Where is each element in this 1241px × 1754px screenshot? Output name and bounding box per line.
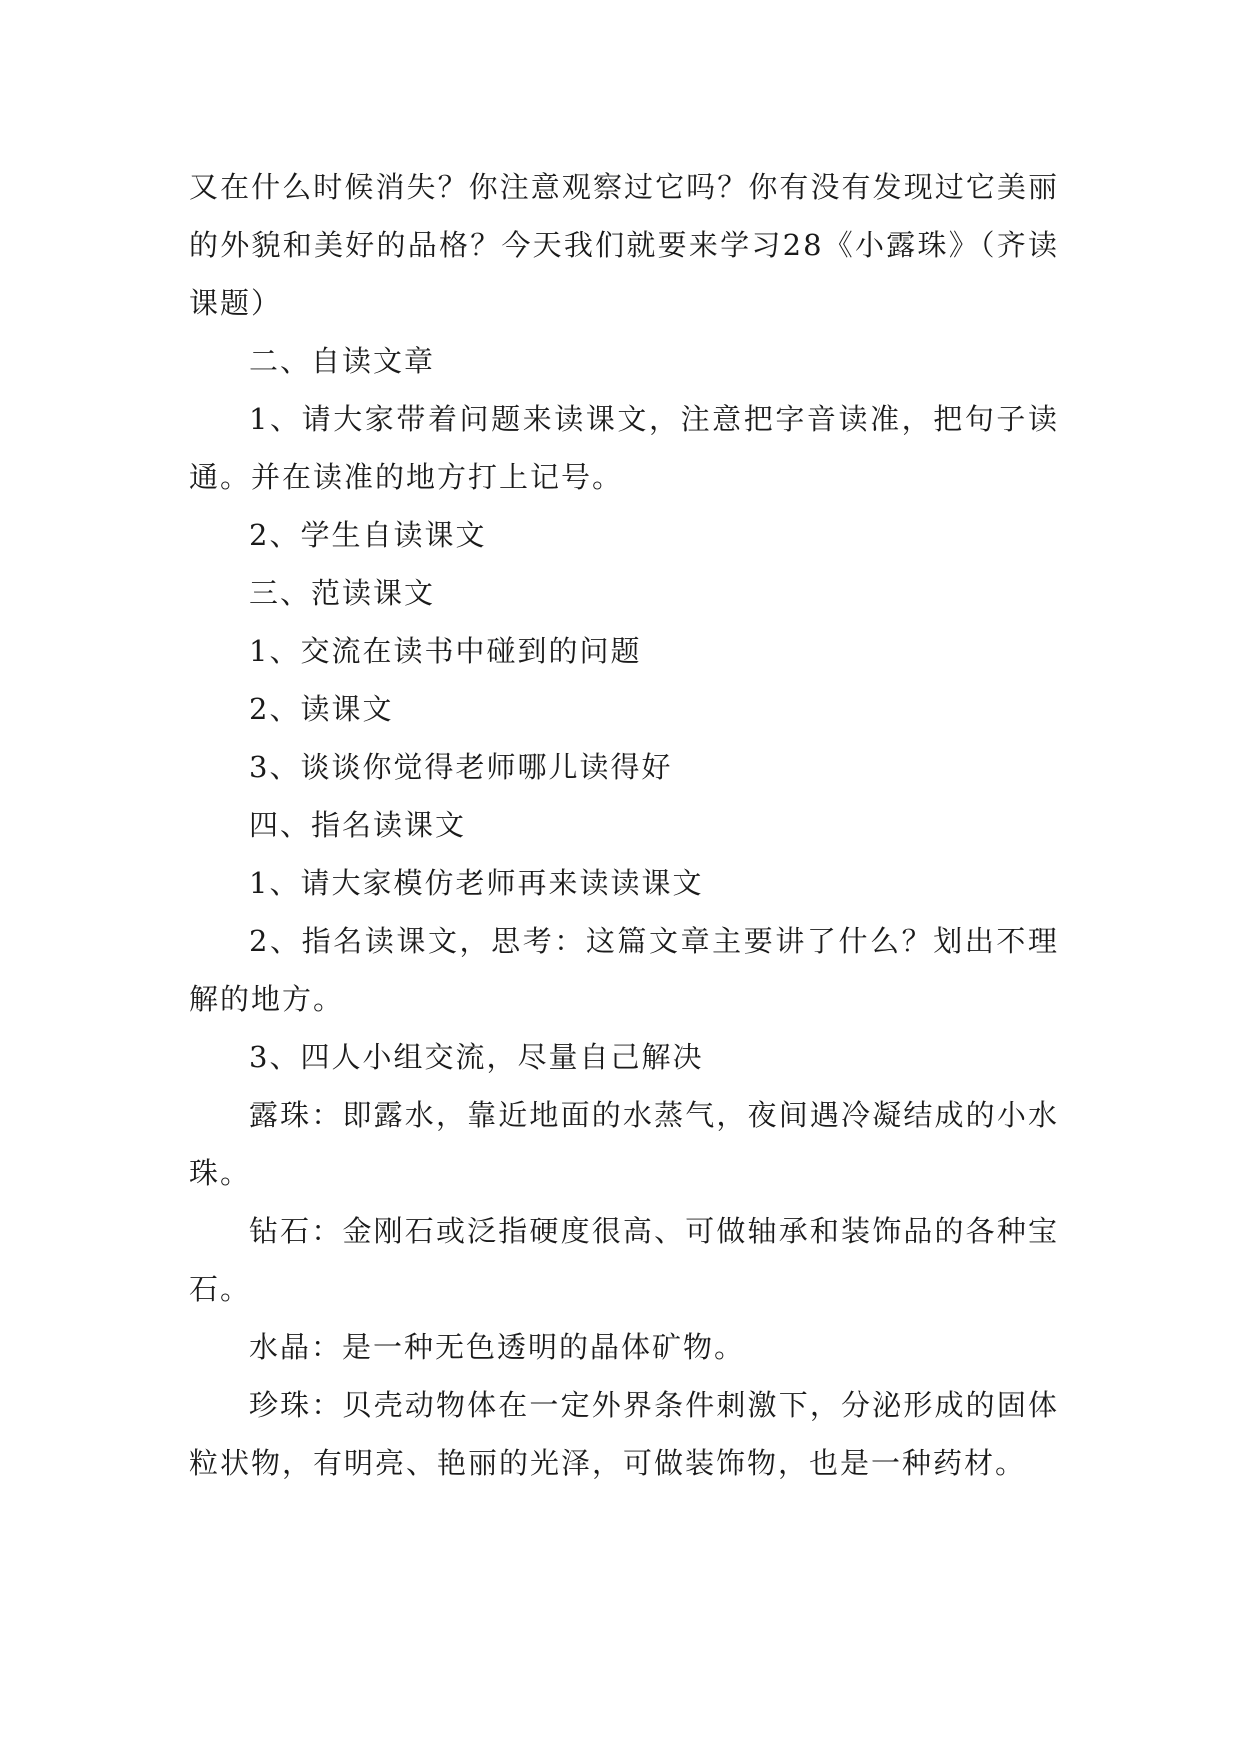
list-item: 2、指名读课文，思考：这篇文章主要讲了什么？划出不理解的地方。 [189, 924, 1059, 1016]
list-item: 3、谈谈你觉得老师哪儿读得好 [249, 750, 673, 784]
list-item: 1、交流在读书中碰到的问题 [249, 634, 642, 668]
section-heading-self-reading: 二、自读文章 [249, 344, 436, 378]
list-item: 1、请大家模仿老师再来读读课文 [249, 866, 704, 900]
definition-pearl: 珍珠：贝壳动物体在一定外界条件刺激下，分泌形成的固体粒状物，有明亮、艳丽的光泽，可做装饰物，也是一种药材。 [189, 1388, 1059, 1480]
definition-crystal: 水晶：是一种无色透明的晶体矿物。 [249, 1330, 746, 1364]
list-item: 1、请大家带着问题来读课文，注意把字音读准，把句子读通。并在读准的地方打上记号。 [189, 402, 1059, 494]
definition-dewdrop: 露珠：即露水，靠近地面的水蒸气，夜间遇冷凝结成的小水珠。 [189, 1098, 1059, 1190]
section-heading-named-reading: 四、指名读课文 [249, 808, 467, 842]
paragraph-intro-continuation: 又在什么时候消失？你注意观察过它吗？你有没有发现过它美丽的外貌和美好的品格？今天我们就要来学习28《小露珠》（齐读课题） [189, 170, 1059, 320]
list-item: 3、四人小组交流，尽量自己解决 [249, 1040, 704, 1074]
section-heading-model-reading: 三、范读课文 [249, 576, 436, 610]
list-item: 2、读课文 [249, 692, 394, 726]
document-body [189, 158, 1059, 1492]
list-item: 2、学生自读课文 [249, 518, 487, 552]
definition-diamond: 钻石：金刚石或泛指硬度很高、可做轴承和装饰品的各种宝石。 [189, 1214, 1059, 1306]
